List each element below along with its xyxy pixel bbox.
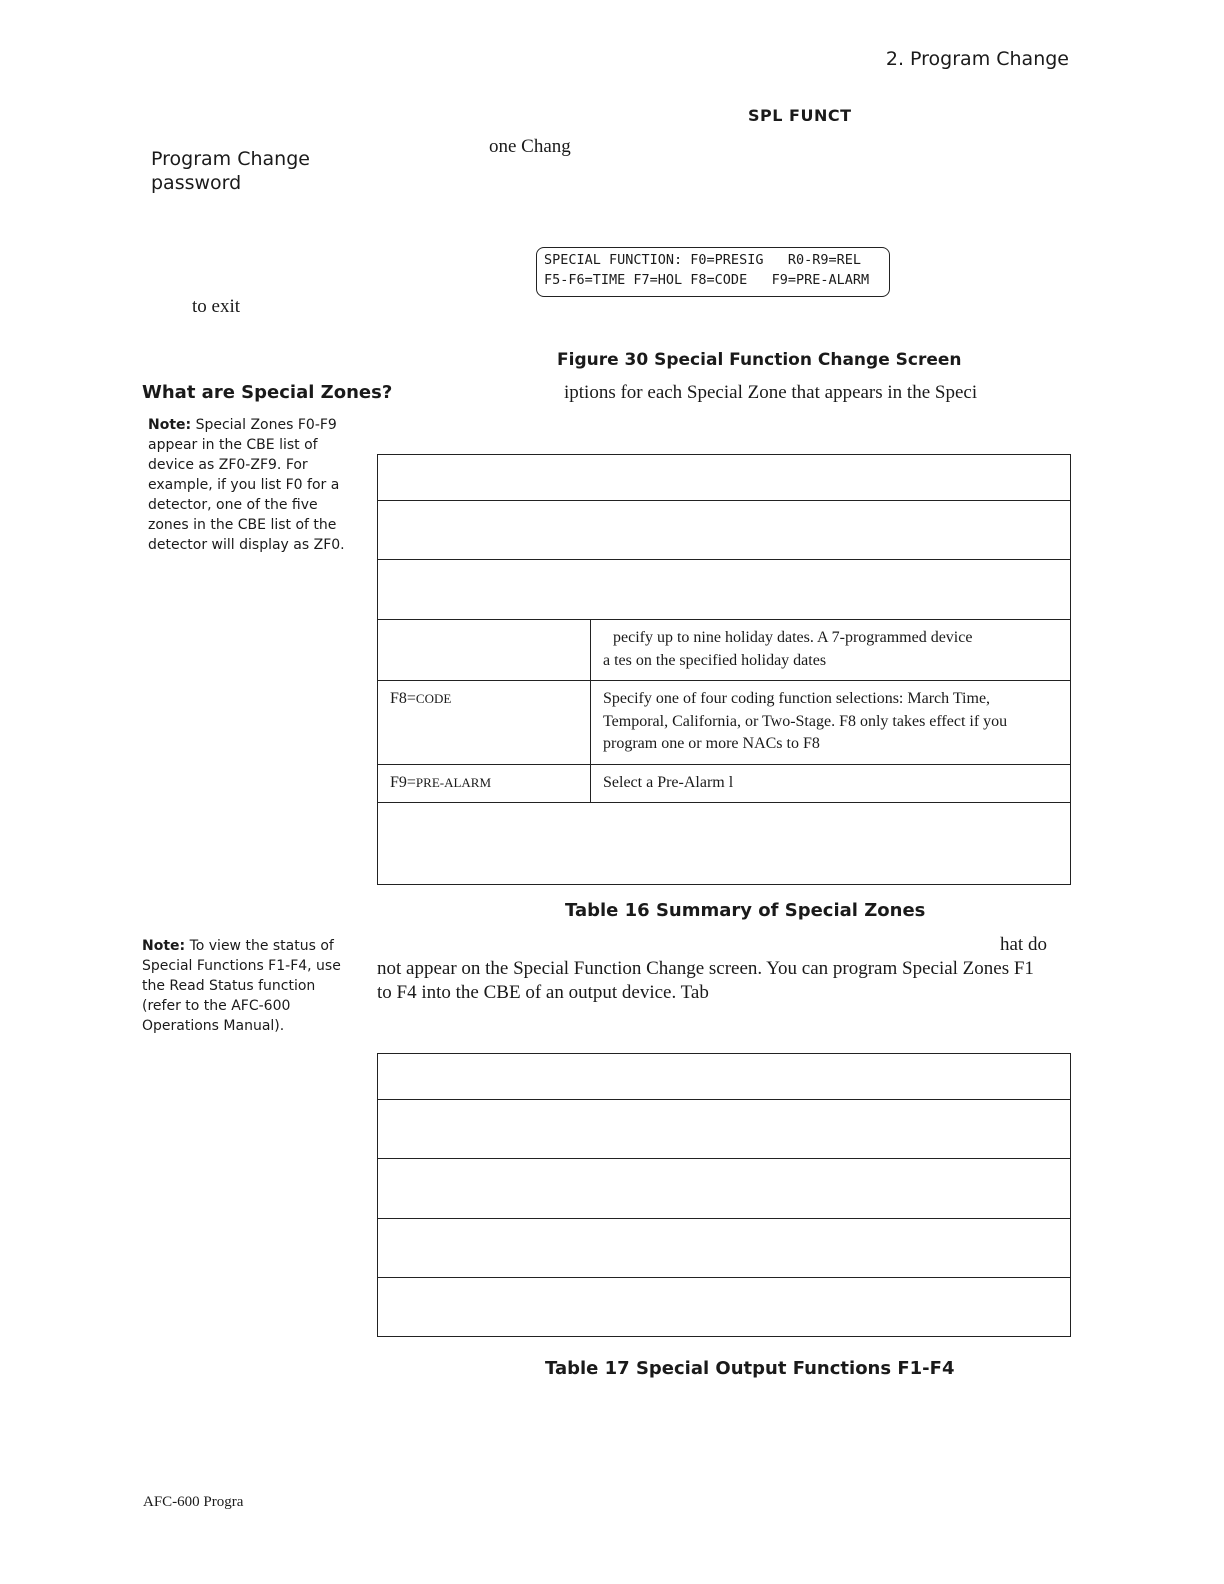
margin-label: Program Change password: [151, 148, 310, 194]
table-row: [378, 1054, 1071, 1100]
table-row: [378, 1219, 1071, 1278]
lcd-line-2: F5-F6=TIME F7=HOL F8=CODE F9=PRE-ALARM: [544, 272, 870, 288]
zone-code-name: CODE: [415, 691, 452, 706]
zone-description-cell: Specify one of four coding function selections: March Time, Temporal, California, or Two-Stage. F8 only takes effect if you program one or more NACs to F8: [591, 681, 1071, 765]
zone-code-cell: [378, 620, 591, 681]
page-footer: AFC-600 Progra: [143, 1494, 244, 1510]
page-header-section: 2. Program Change: [885, 48, 1069, 70]
lcd-display: [536, 247, 890, 297]
section-heading: What are Special Zones?: [142, 382, 393, 403]
paragraph-line: hat do: [1000, 934, 1047, 955]
description-line: a tes on the specified holiday dates: [603, 651, 827, 669]
table-caption: Table 17 Special Output Functions F1-F4: [545, 1358, 955, 1379]
special-output-functions-table: [377, 1053, 1071, 1337]
paragraph-line: not appear on the Special Function Change screen. You can program Special Zones F1: [377, 958, 1034, 979]
zone-description-cell: Select a Pre-Alarm l: [591, 764, 1071, 803]
description-line: pecify up to nine holiday dates. A 7-programmed device: [613, 629, 973, 646]
margin-note: [148, 415, 348, 555]
note-label: Note:: [142, 938, 186, 954]
intro-text-fragment: iptions for each Special Zone that appears in the Speci: [564, 382, 978, 403]
zone-description-cell: [591, 620, 1071, 681]
spl-funct-label: SPL FUNCT: [748, 106, 852, 125]
zone-code-cell: [378, 681, 591, 765]
zone-code-name: PRE-ALARM: [415, 774, 492, 790]
body-text-fragment: one Chang: [489, 136, 571, 157]
table-row: [378, 620, 1071, 681]
note-label: Note:: [148, 417, 192, 433]
note-text: To view the status of Special Functions F1-F4, use the Read Status function (refer to the AFC-600 Operations Manual).: [142, 938, 341, 1034]
table-row: [378, 1159, 1071, 1219]
table-row: [378, 1278, 1071, 1337]
body-paragraph: [377, 933, 1067, 1005]
special-zones-table: [377, 454, 1071, 885]
table-row: [378, 560, 1071, 620]
margin-note: [142, 936, 357, 1036]
lcd-line-1: SPECIAL FUNCTION: F0=PRESIG R0-R9=REL: [544, 252, 861, 268]
table-row: [378, 455, 1071, 501]
table-row: [378, 803, 1071, 885]
table-caption: Table 16 Summary of Special Zones: [565, 900, 926, 921]
zone-code-prefix: F9=: [390, 773, 416, 791]
table-row: [378, 501, 1071, 560]
exit-instruction: to exit: [192, 296, 241, 317]
table-row: [378, 681, 1071, 765]
zone-code-prefix: F8=: [390, 690, 416, 707]
table-row: [378, 764, 1071, 803]
table-row: [378, 1100, 1071, 1159]
note-text: Special Zones F0-F9 appear in the CBE list of device as ZF0-ZF9. For example, if you list F0 for a detector, one of the five zones in the CBE list of the detector will display as ZF0.: [148, 417, 345, 553]
zone-code-cell: [378, 764, 591, 803]
paragraph-line: to F4 into the CBE of an output device. Tab: [377, 982, 709, 1003]
figure-caption: Figure 30 Special Function Change Screen: [557, 350, 962, 370]
